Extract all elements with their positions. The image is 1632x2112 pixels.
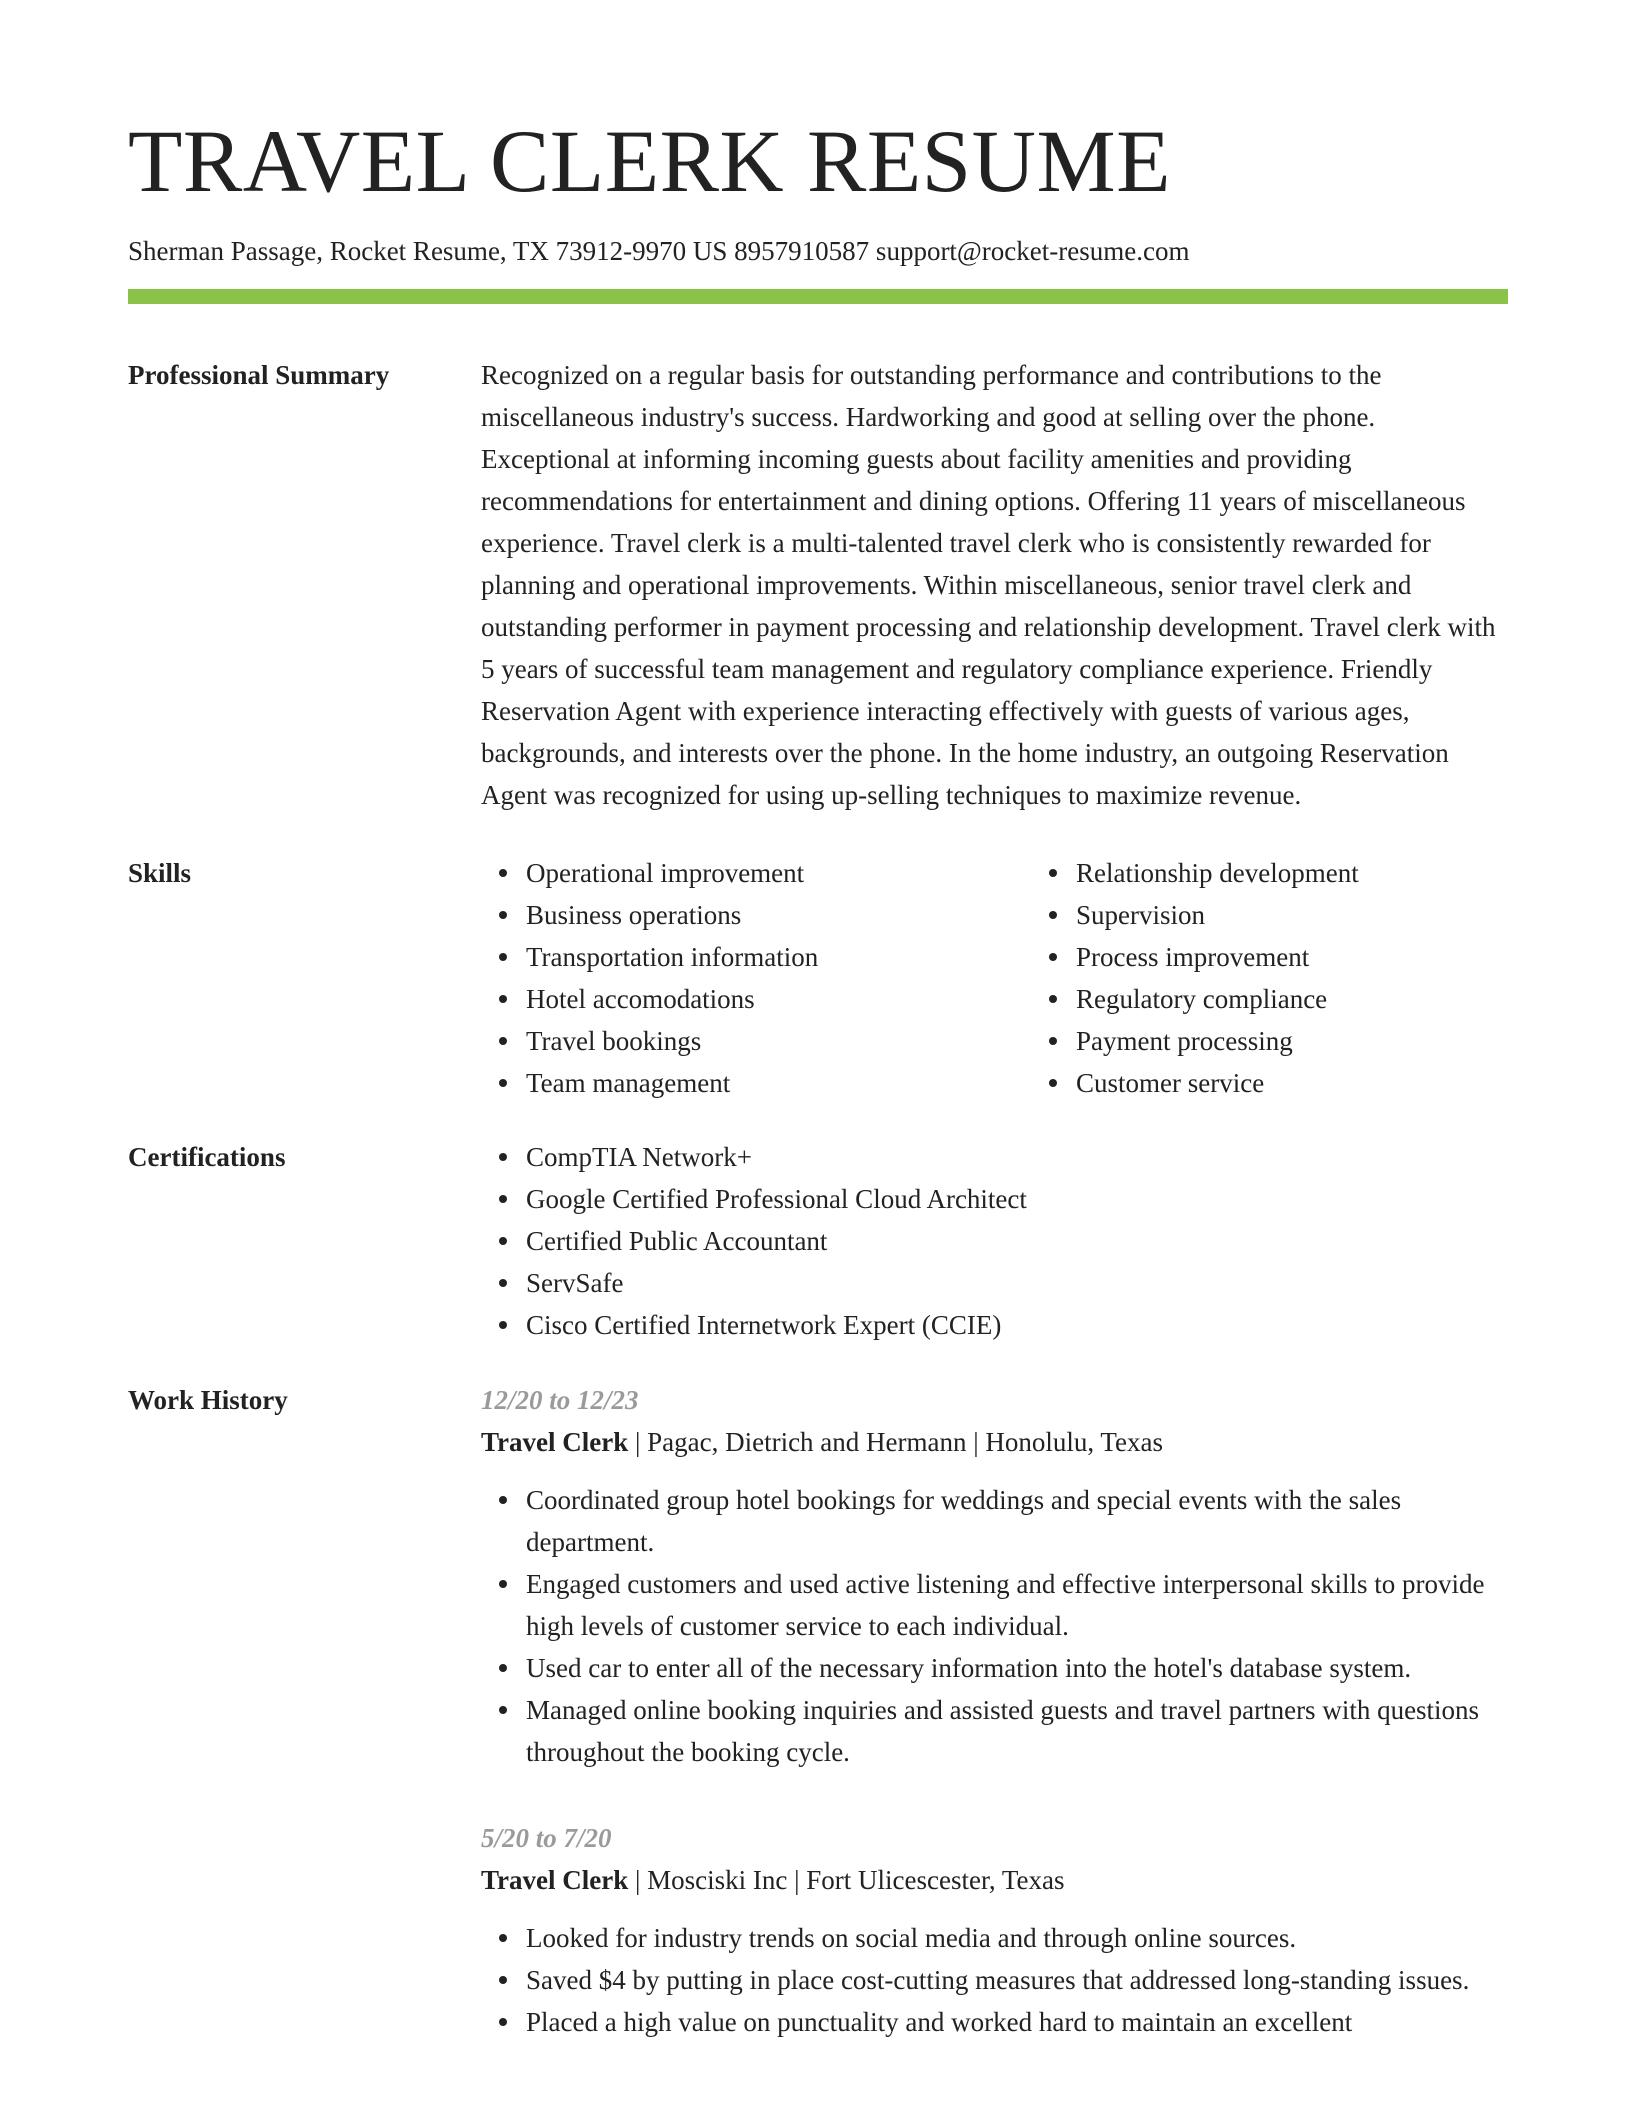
summary-text: Recognized on a regular basis for outstanding performance and contributions to the miscellaneous industry's success. Hardworking and good at selling over the phone. Exceptional at informing incoming guests about facility amenities and providing recommendations for entertainment and dining options. Offering 11 years of miscellaneous experience. Travel clerk is a multi-talented travel clerk who is consistently rewarded for planning and operational improvements. Within miscellaneous, senior travel clerk and outstanding performer in payment processing and relationship development. Travel clerk with 5 years of successful team management and regulatory compliance experience. Friendly Reservation Agent with experience interacting effectively with guests of various ages, backgrounds, and interests over the phone. In the home industry, an outgoing Reservation Agent was recognized for using up-selling techniques to maximize revenue. [481,360,1496,811]
certification-item: Cisco Certified Internetwork Expert (CCIE) [526,1304,1508,1346]
resume-title: TRAVEL CLERK RESUME [128,113,1171,211]
skill-item: Relationship development [1076,852,1581,894]
job-heading [481,1421,1508,1463]
certification-item: ServSafe [526,1262,1508,1304]
skill-item: Hotel accomodations [526,978,1031,1020]
skill-item: Regulatory compliance [1076,978,1581,1020]
job-details: | Pagac, Dietrich and Hermann | Honolulu, Texas [628,1427,1163,1458]
skills-section [128,852,1508,1104]
job-duties-list [481,1479,1508,1773]
skill-item: Supervision [1076,894,1581,936]
job-duty: Used car to enter all of the necessary information into the hotel's database system. [526,1647,1508,1689]
job-details: | Mosciski Inc | Fort Ulicescester, Texas [628,1865,1065,1896]
certification-item: CompTIA Network+ [526,1136,1508,1178]
certification-item: Google Certified Professional Cloud Architect [526,1178,1508,1220]
job-title: Travel Clerk [481,1865,629,1896]
skills-label: Skills [128,858,192,889]
job-duty: Looked for industry trends on social media and through online sources. [526,1917,1508,1959]
job-heading [481,1859,1508,1901]
certifications-label: Certifications [128,1142,286,1173]
job-duty: Placed a high value on punctuality and worked hard to maintain an excellent [526,2001,1508,2043]
accent-divider [128,289,1508,304]
job-duty: Engaged customers and used active listening and effective interpersonal skills to provide high levels of customer service to each individual. [526,1563,1508,1647]
job-duties-list [481,1917,1508,2043]
skill-item: Team management [526,1062,1031,1104]
job-date: 12/20 to 12/23 [481,1385,639,1416]
job-date: 5/20 to 7/20 [481,1823,612,1854]
job-duty: Managed online booking inquiries and assisted guests and travel partners with questions throughout the booking cycle. [526,1689,1508,1773]
work-history-section [128,1379,1508,2087]
skills-list-left [481,852,1031,1104]
skill-item: Travel bookings [526,1020,1031,1062]
skill-item: Operational improvement [526,852,1031,894]
job-title: Travel Clerk [481,1427,629,1458]
job-entry [481,1379,1508,1773]
certification-item: Certified Public Accountant [526,1220,1508,1262]
work-history-label: Work History [128,1385,288,1416]
skill-item: Customer service [1076,1062,1581,1104]
skill-item: Business operations [526,894,1031,936]
certifications-section [128,1136,1508,1346]
contact-line: Sherman Passage, Rocket Resume, TX 73912-9970 US 8957910587 support@rocket-resume.com [128,236,1190,266]
skill-item: Process improvement [1076,936,1581,978]
certifications-list [481,1136,1508,1346]
skill-item: Transportation information [526,936,1031,978]
job-duty: Coordinated group hotel bookings for weddings and special events with the sales department. [526,1479,1508,1563]
skill-item: Payment processing [1076,1020,1581,1062]
job-entry [481,1817,1508,2043]
summary-label: Professional Summary [128,360,390,391]
resume-page [128,113,1508,2087]
summary-section [128,354,1508,816]
skills-list-right [1031,852,1581,1104]
job-duty: Saved $4 by putting in place cost-cutting measures that addressed long-standing issues. [526,1959,1508,2001]
